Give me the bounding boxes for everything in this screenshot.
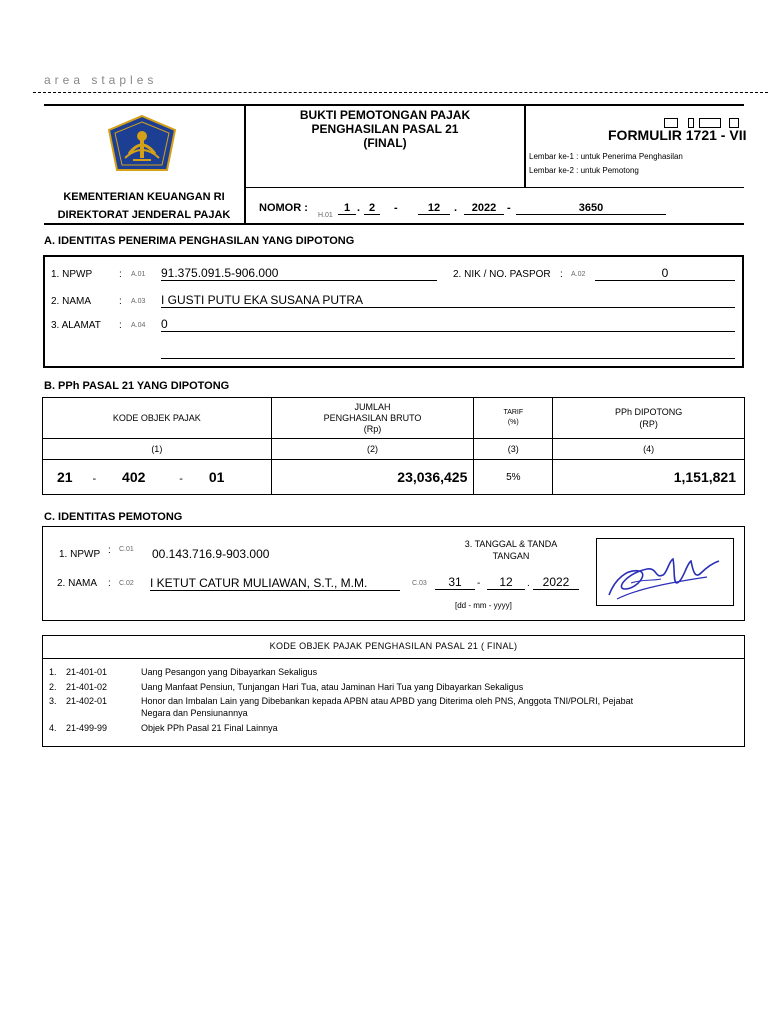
date-format-hint: [dd - mm - yyyy] bbox=[455, 601, 512, 610]
kode-item-4-no: 4. bbox=[49, 723, 57, 733]
ministry-line1: KEMENTERIAN KEUANGAN RI bbox=[63, 191, 225, 203]
nomor-part-5: 3650 bbox=[516, 202, 666, 215]
date-code: C.03 bbox=[412, 580, 427, 587]
nomor-dot-2: . bbox=[454, 202, 458, 214]
date-title bbox=[439, 538, 583, 562]
c-nama-code: C.02 bbox=[119, 580, 134, 587]
alamat-line-2 bbox=[161, 345, 735, 359]
kode-part-3: 01 bbox=[208, 469, 225, 485]
date-day: 31 bbox=[435, 575, 475, 590]
col-bruto-l3: (Rp) bbox=[363, 423, 382, 434]
kode-item-3-desc2: Negara dan Pensiunannya bbox=[141, 708, 248, 718]
kode-objek-cell bbox=[43, 460, 272, 495]
kode-sep-1: - bbox=[92, 473, 97, 485]
section-b-title: B. PPh PASAL 21 YANG DIPOTONG bbox=[44, 380, 230, 392]
doc-title-line3: (FINAL) bbox=[363, 136, 407, 150]
date-dash-1: - bbox=[477, 578, 481, 589]
kode-item-2-code: 21-401-02 bbox=[66, 682, 108, 692]
col-pph-header bbox=[553, 398, 745, 439]
kemenkeu-logo bbox=[105, 114, 180, 178]
pph-header-row bbox=[43, 398, 745, 439]
date-dot: . bbox=[527, 578, 530, 589]
kode-item-3-desc: Honor dan Imbalan Lain yang Dibebankan kepada APBN atau APBD yang Diterima oleh PNS, Anggota TNI/POLRI, Pejabat bbox=[141, 696, 634, 706]
nomor-label: NOMOR : bbox=[259, 202, 308, 214]
nomor-code: H.01 bbox=[318, 212, 333, 219]
nik-colon: : bbox=[560, 269, 563, 280]
kode-list-box bbox=[42, 635, 745, 747]
staples-divider bbox=[33, 92, 768, 93]
kode-part-1: 21 bbox=[57, 469, 73, 485]
nomor-part-3: 12 bbox=[418, 202, 450, 215]
section-a-box bbox=[43, 255, 744, 368]
col-number-2: (2) bbox=[271, 439, 474, 460]
form-name: FORMULIR 1721 - VII bbox=[608, 127, 747, 143]
sheet-note-1: Lembar ke-1 : untuk Penerima Penghasilan bbox=[529, 152, 683, 161]
npwp-code: A.01 bbox=[131, 271, 146, 278]
kode-list-title: KODE OBJEK PAJAK PENGHASILAN PASAL 21 ( FINAL) bbox=[269, 641, 518, 651]
bruto-value: 23,036,425 bbox=[271, 460, 474, 495]
section-a-title: A. IDENTITAS PENERIMA PENGHASILAN YANG DIPOTONG bbox=[44, 235, 355, 247]
kode-item-4-desc: Objek PPh Pasal 21 Final Lainnya bbox=[141, 723, 278, 733]
pph-table bbox=[42, 397, 745, 495]
date-title-l2: TANGAN bbox=[492, 551, 530, 561]
nik-value: 0 bbox=[595, 266, 735, 281]
nomor-dot-1: . bbox=[357, 202, 361, 214]
col-number-3: (3) bbox=[474, 439, 553, 460]
nama-label: 2. NAMA bbox=[51, 296, 92, 307]
nomor-part-1: 1 bbox=[338, 202, 356, 215]
c-npwp-label: 1. NPWP bbox=[59, 549, 101, 560]
alamat-colon: : bbox=[119, 320, 122, 331]
signature-box bbox=[596, 538, 734, 606]
nik-label: 2. NIK / NO. PASPOR bbox=[453, 269, 551, 280]
kode-item-1-desc: Uang Pesangon yang Dibayarkan Sekaligus bbox=[141, 667, 318, 677]
npwp-label: 1. NPWP bbox=[51, 269, 93, 280]
col-kode-header: KODE OBJEK PAJAK bbox=[43, 398, 272, 439]
kode-item-3-code: 21-402-01 bbox=[66, 696, 108, 706]
doc-title-line2: PENGHASILAN PASAL 21 bbox=[311, 122, 459, 136]
nomor-dash-2: - bbox=[507, 202, 511, 214]
col-bruto-l1: JUMLAH bbox=[354, 401, 391, 412]
kode-item-2-desc: Uang Manfaat Pensiun, Tunjangan Hari Tua, atau Jaminan Hari Tua yang Dibayarkan Sekaligus bbox=[141, 682, 524, 692]
pph-value-row bbox=[43, 460, 745, 495]
header-divider-right bbox=[524, 104, 526, 188]
alamat-value: 0 bbox=[161, 317, 735, 332]
date-month: 12 bbox=[487, 575, 525, 590]
col-tarif-header bbox=[474, 398, 553, 439]
alamat-label: 3. ALAMAT bbox=[51, 320, 101, 331]
section-c-title: C. IDENTITAS PEMOTONG bbox=[44, 511, 183, 523]
c-nama-colon: : bbox=[108, 578, 111, 589]
c-npwp-code: C.01 bbox=[119, 546, 134, 553]
npwp-value: 91.375.091.5-906.000 bbox=[161, 266, 437, 281]
c-npwp-colon: : bbox=[108, 545, 111, 556]
header-mid-border bbox=[244, 187, 744, 188]
col-bruto-l2: PENGHASILAN BRUTO bbox=[323, 412, 422, 423]
kode-item-3-no: 3. bbox=[49, 696, 57, 706]
kode-list-divider bbox=[43, 658, 744, 659]
kode-item-1-code: 21-401-01 bbox=[66, 667, 108, 677]
c-nama-value: I KETUT CATUR MULIAWAN, S.T., M.M. bbox=[150, 576, 400, 591]
document-title bbox=[246, 108, 524, 150]
kode-item-2-no: 2. bbox=[49, 682, 57, 692]
col-number-1: (1) bbox=[43, 439, 272, 460]
signature-image bbox=[597, 539, 733, 605]
date-title-l1: 3. TANGGAL & TANDA bbox=[464, 539, 558, 549]
sheet-note-2: Lembar ke-2 : untuk Pemotong bbox=[529, 166, 639, 175]
sheet-notes bbox=[529, 150, 683, 178]
npwp-colon: : bbox=[119, 269, 122, 280]
alamat-code: A.04 bbox=[131, 322, 146, 329]
kode-sep-2: - bbox=[179, 473, 183, 485]
nomor-part-2: 2 bbox=[364, 202, 380, 215]
nomor-dash-1: - bbox=[394, 202, 398, 214]
kode-part-2: 402 bbox=[122, 469, 146, 485]
area-staples-label: area staples bbox=[44, 73, 158, 87]
col-tarif-l1: TARIF bbox=[503, 409, 524, 416]
col-number-4: (4) bbox=[553, 439, 745, 460]
pph-value: 1,151,821 bbox=[553, 460, 745, 495]
col-pph-l1: PPh DIPOTONG bbox=[614, 407, 683, 417]
nama-code: A.03 bbox=[131, 298, 146, 305]
nama-value: I GUSTI PUTU EKA SUSANA PUTRA bbox=[161, 293, 735, 308]
kode-item-4-code: 21-499-99 bbox=[66, 723, 108, 733]
col-pph-l2: (RP) bbox=[639, 419, 658, 429]
c-nama-label: 2. NAMA bbox=[57, 578, 98, 589]
tarif-value: 5% bbox=[474, 460, 553, 495]
kode-item-1-no: 1. bbox=[49, 667, 57, 677]
pph-number-row bbox=[43, 439, 745, 460]
nik-code: A.02 bbox=[571, 271, 586, 278]
nama-colon: : bbox=[119, 296, 122, 307]
col-bruto-header bbox=[271, 398, 474, 439]
c-npwp-value: 00.143.716.9-903.000 bbox=[152, 547, 270, 561]
ministry-line2: DIREKTORAT JENDERAL PAJAK bbox=[57, 209, 231, 221]
header-top-border bbox=[44, 104, 744, 106]
doc-title-line1: BUKTI PEMOTONGAN PAJAK bbox=[299, 108, 471, 122]
col-tarif-l2: (%) bbox=[507, 419, 519, 426]
date-year: 2022 bbox=[533, 575, 579, 590]
nomor-part-4: 2022 bbox=[464, 202, 504, 215]
section-c-box bbox=[42, 526, 745, 621]
ministry-name bbox=[44, 188, 244, 224]
